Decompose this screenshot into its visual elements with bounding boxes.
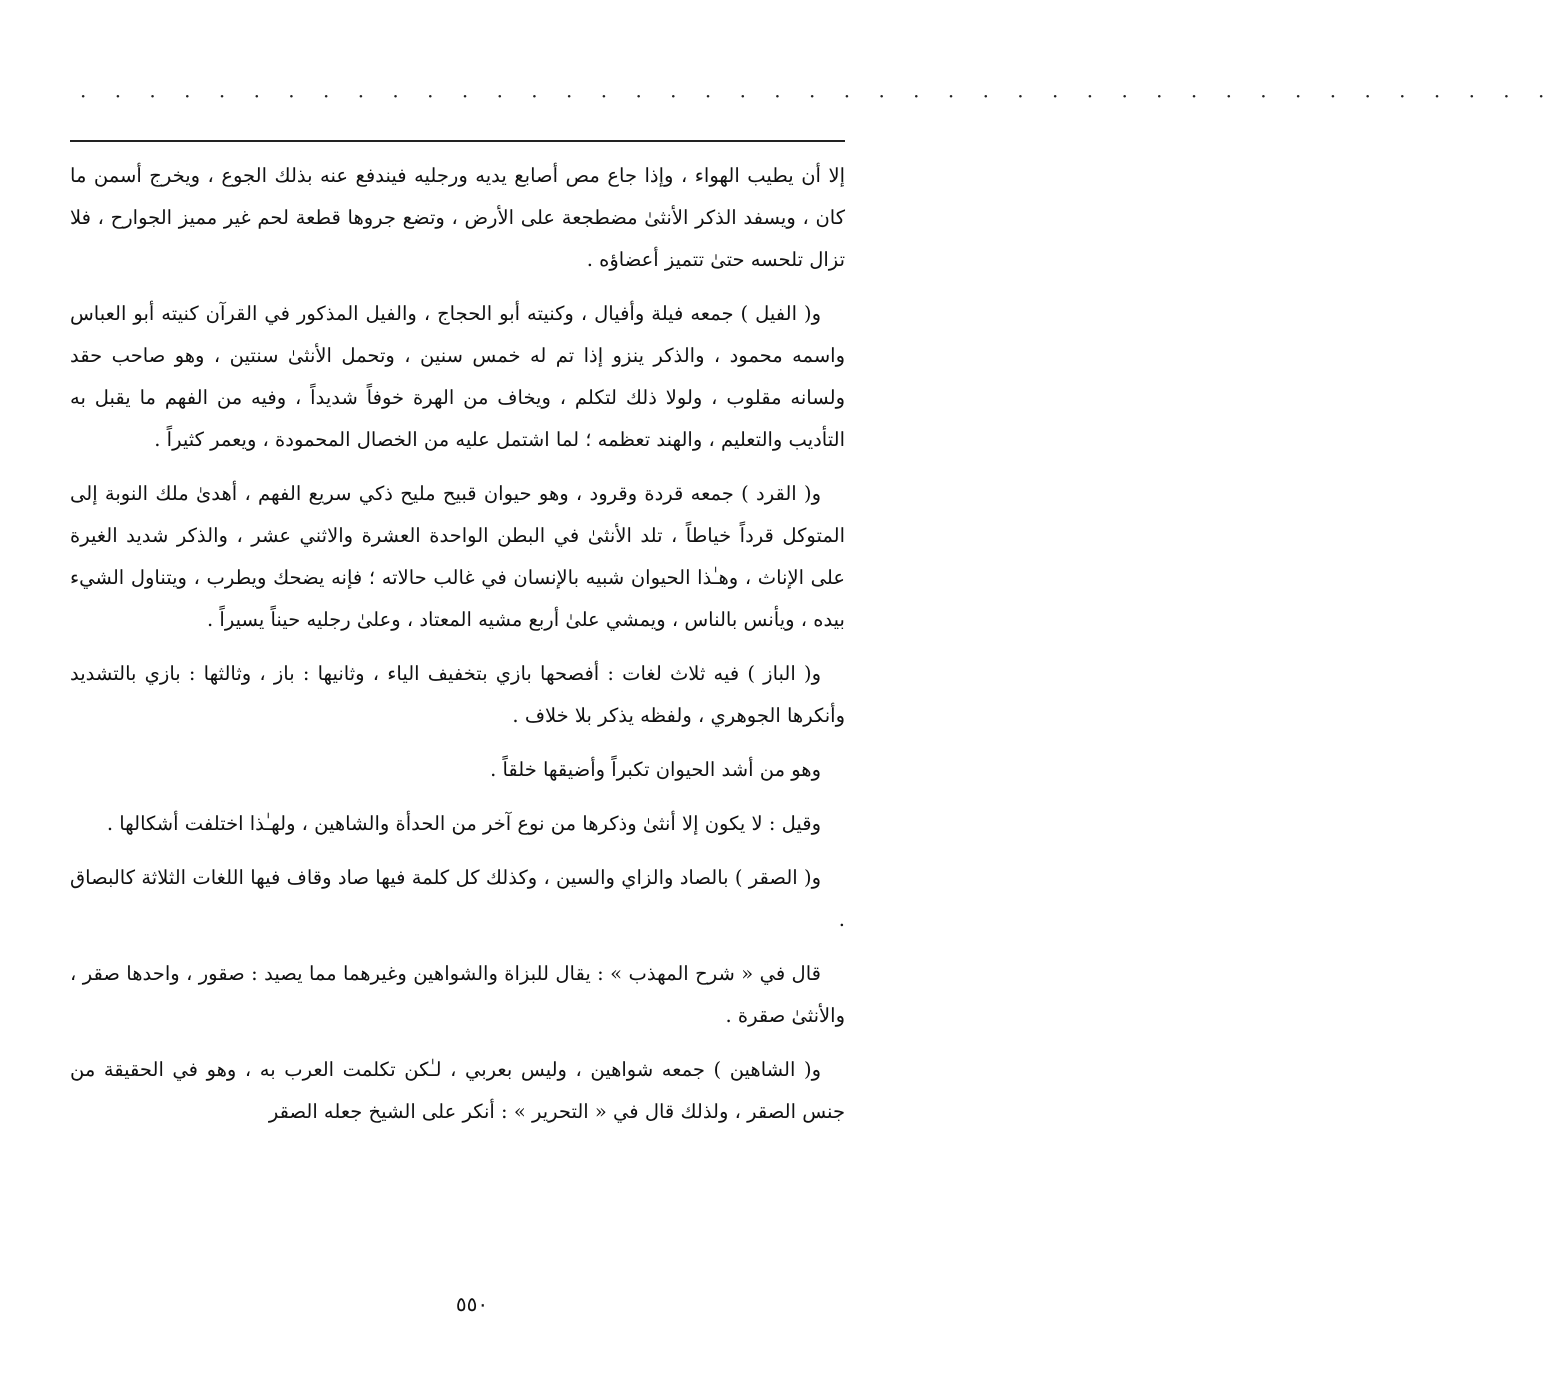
paragraph-falcon-baz: و( الباز ) فيه ثلاث لغات : أفصحها بازي بتخفيف الياء ، وثانيها : باز ، وثالثها : بازي بالتشديد وأنكرها الجوهري ، ولفظه يذكر بلا خلاف .	[70, 662, 845, 727]
paragraph-saqr: و( الصقر ) بالصاد والزاي والسين ، وكذلك كل كلمة فيها صاد وقاف فيها اللغات الثلاثة كالبصاق .	[70, 866, 845, 931]
paragraph-monkey: و( القرد ) جمعه قردة وقرود ، وهو حيوان قبيح مليح ذكي سريع الفهم ، أهدىٰ ملك النوبة إلى المتوكل قرداً خياطاً ، تلد الأنثىٰ في البطن الواحدة العشرة والاثني عشر ، والذكر شديد الغيرة على الإناث ، وهـٰذا الحيوان شبيه بالإنسان في غالب حالاته ؛ فإنه يضحك ويطرب ، ويتناول الشيء بيده ، ويأنس بالناس ، ويمشي علىٰ أربع مشيه المعتاد ، وعلىٰ رجليه حيناً يسيراً .	[70, 482, 845, 631]
header-rule	[70, 140, 845, 142]
page-number: ٥٥٠	[455, 1292, 489, 1316]
body-text	[70, 155, 845, 1145]
paragraph-continuation: إلا أن يطيب الهواء ، وإذا جاع مص أصابع يديه ورجليه فيندفع عنه بذلك الجوع ، ويخرج أسمن ما كان ، ويسفد الذكر الأنثىٰ مضطجعة على الأرض ، وتضع جروها قطعة لحم غير مميز الجوارح ، فلا تزال تلحسه حتىٰ تتميز أعضاؤه .	[70, 164, 845, 271]
paragraph-falcon-temper: وهو من أشد الحيوان تكبراً وأضيقها خلقاً .	[490, 758, 821, 781]
header-dotted-line: · · · · · · · · · · · · · · · · · · · · · · · · · · · · · · · · · · · · · · · · · · ·	[80, 84, 1555, 108]
paragraph-elephant: و( الفيل ) جمعه فيلة وأفيال ، وكنيته أبو الحجاج ، والفيل المذكور في القرآن كنيته أبو العباس واسمه محمود ، والذكر ينزو إذا تم له خمس سنين ، وتحمل الأنثىٰ سنتين ، وهو صاحب حقد ولسانه مقلوب ، ولولا ذلك لتكلم ، ويخاف من الهرة خوفاً شديداً ، وفيه من الفهم ما يقبل به التأديب والتعليم ، والهند تعظمه ؛ لما اشتمل عليه من الخصال المحمودة ، ويعمر كثيراً .	[70, 302, 845, 451]
paragraph-sharh-muhadhdhab: قال في « شرح المهذب » : يقال للبزاة والشواهين وغيرهما مما يصيد : صقور ، واحدها صقر ، والأنثىٰ صقرة .	[70, 962, 845, 1027]
paragraph-shahin: و( الشاهين ) جمعه شواهين ، وليس بعربي ، لـٰكن تكلمت العرب به ، وهو في الحقيقة من جنس الصقر ، ولذلك قال في « التحرير » : أنكر على الشيخ جعله الصقر	[70, 1058, 845, 1123]
paragraph-falcon-female: وقيل : لا يكون إلا أنثىٰ وذكرها من نوع آخر من الحدأة والشاهين ، ولهـٰذا اختلفت أشكالها .	[106, 812, 821, 835]
